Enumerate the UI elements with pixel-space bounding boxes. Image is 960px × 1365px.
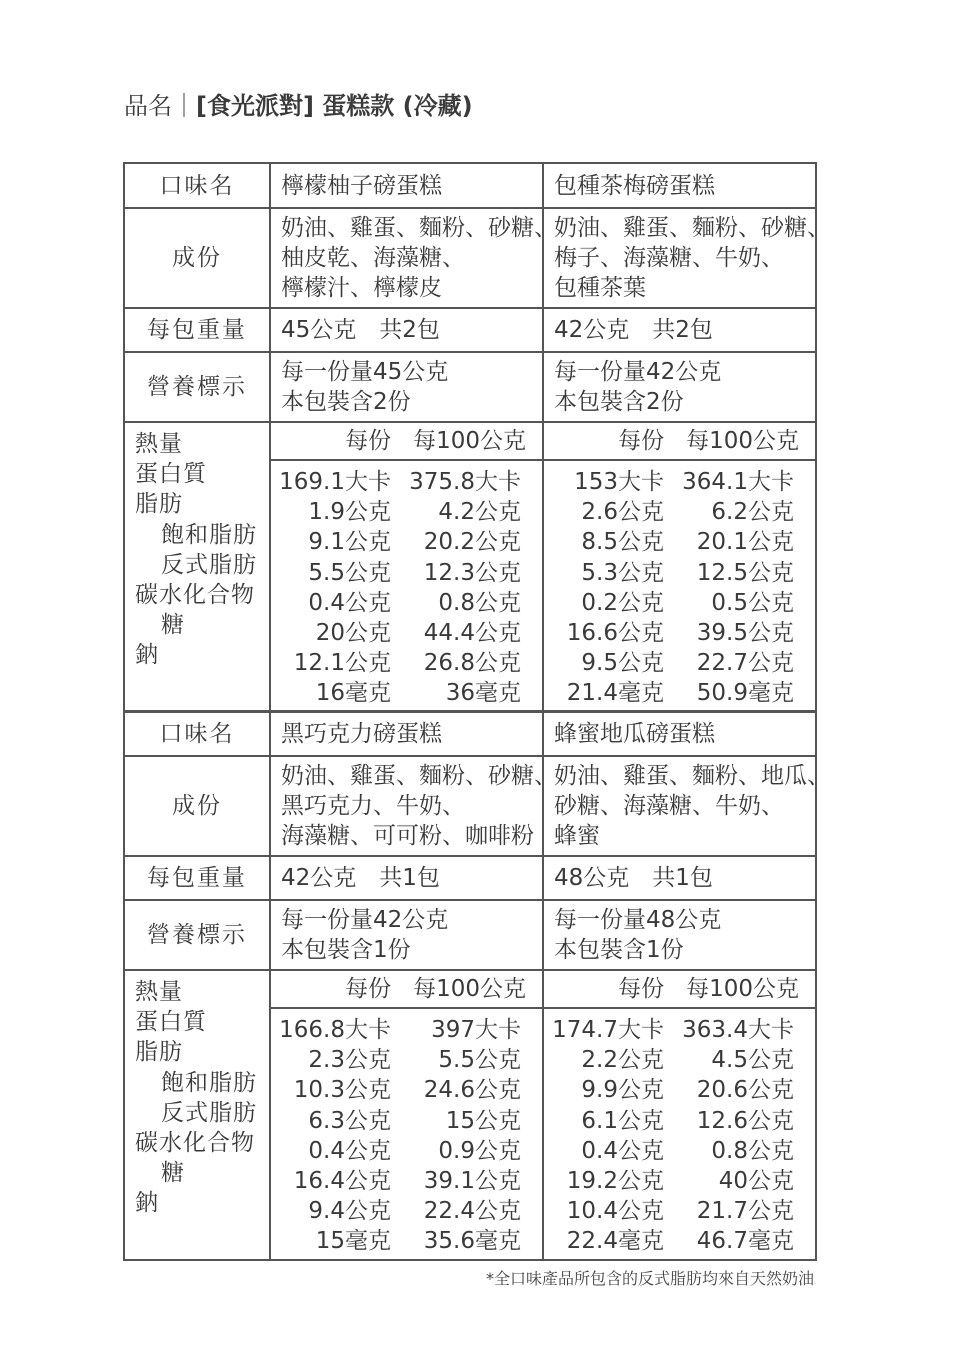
per-100g-value: 36毫克 bbox=[445, 680, 521, 707]
nutrient-row bbox=[544, 1136, 815, 1166]
per-100g-value: 22.4公克 bbox=[423, 1198, 521, 1225]
per-100g-value: 39.1公克 bbox=[423, 1168, 521, 1195]
nutrient-values bbox=[543, 460, 816, 712]
per-100g-value: 0.9公克 bbox=[438, 1137, 521, 1164]
per-100g-value: 0.8公克 bbox=[438, 589, 521, 616]
per-100g-value: 363.4大卡 bbox=[682, 1017, 794, 1043]
nutrient-row bbox=[544, 1075, 815, 1105]
per-serving-value: 2.2公克 bbox=[581, 1047, 664, 1074]
nutrient-row bbox=[544, 678, 815, 708]
per-100g-header: 每100公克 bbox=[413, 976, 526, 1002]
weight-label: 每包重量 bbox=[124, 856, 270, 900]
per-100g-value: 4.5公克 bbox=[711, 1047, 794, 1074]
ingredients-line: 梅子、海藻糖、牛奶、 bbox=[554, 245, 784, 271]
per-100g-header: 每100公克 bbox=[686, 428, 799, 454]
per-100g-value: 5.5公克 bbox=[438, 1047, 521, 1074]
ingredients-line: 奶油、雞蛋、麵粉、砂糖、 bbox=[281, 215, 557, 241]
flavor-name: 蜂蜜地瓜磅蛋糕 bbox=[543, 711, 816, 756]
serving-info bbox=[270, 900, 543, 970]
serving-info bbox=[270, 352, 543, 422]
per-serving-value: 21.4毫克 bbox=[566, 680, 664, 707]
nutrient-row bbox=[271, 1106, 542, 1136]
nutrient-labels bbox=[124, 422, 270, 712]
per-serving-value: 15毫克 bbox=[315, 1228, 391, 1255]
weight-value: 48公克 共1包 bbox=[543, 856, 816, 900]
nutrient-row bbox=[271, 1196, 542, 1226]
per-100g-value: 12.3公克 bbox=[423, 559, 521, 586]
per-serving-value: 8.5公克 bbox=[581, 529, 664, 556]
ingredients-line: 柚皮乾、海藻糖、 bbox=[281, 245, 465, 271]
per-100g-value: 397大卡 bbox=[431, 1017, 521, 1043]
nutrient-row bbox=[271, 558, 542, 588]
per-serving-value: 16.6公克 bbox=[566, 620, 664, 647]
nutrient-row bbox=[271, 1226, 542, 1256]
per-serving-value: 9.9公克 bbox=[581, 1077, 664, 1104]
per-serving-value: 2.6公克 bbox=[581, 499, 664, 526]
per-100g-value: 50.9毫克 bbox=[696, 680, 794, 707]
nutrient-row bbox=[544, 648, 815, 678]
per-serving-value: 169.1大卡 bbox=[279, 469, 391, 495]
per-100g-value: 0.8公克 bbox=[711, 1137, 794, 1164]
nutrient-row bbox=[271, 1045, 542, 1075]
per-serving-header: 每份 bbox=[345, 976, 392, 1002]
per-serving-value: 5.5公克 bbox=[308, 559, 391, 586]
per-100g-value: 26.8公克 bbox=[423, 650, 521, 677]
nutrient-labels bbox=[124, 970, 270, 1260]
per-serving-value: 0.2公克 bbox=[581, 589, 664, 616]
title-name: [食光派對] 蛋糕款 (冷藏) bbox=[196, 92, 473, 120]
per-100g-value: 20.1公克 bbox=[696, 529, 794, 556]
nutrition-table-1 bbox=[123, 162, 830, 713]
nutrient-row bbox=[544, 527, 815, 557]
per-100g-value: 20.2公克 bbox=[423, 529, 521, 556]
per-100g-value: 20.6公克 bbox=[696, 1077, 794, 1104]
per-100g-value: 21.7公克 bbox=[696, 1198, 794, 1225]
nutrient-name: 蛋白質 bbox=[135, 461, 207, 488]
column-headers bbox=[270, 422, 543, 460]
ingredients-line: 海藻糖、可可粉、咖啡粉 bbox=[281, 823, 534, 849]
per-serving-header: 每份 bbox=[618, 428, 665, 454]
per-serving-value: 16.4公克 bbox=[293, 1168, 391, 1195]
nutrient-name: 碳水化合物 bbox=[135, 582, 255, 609]
ingredients-line: 檸檬汁、檸檬皮 bbox=[281, 275, 442, 301]
ingredients-line: 黑巧克力、牛奶、 bbox=[281, 793, 465, 819]
ingredients-cell bbox=[270, 756, 557, 856]
per-100g-value: 4.2公克 bbox=[438, 499, 521, 526]
per-serving-value: 0.4公克 bbox=[308, 589, 391, 616]
serving-size: 每一份量45公克 bbox=[281, 359, 449, 385]
nutrient-name: 熱量 bbox=[135, 431, 183, 457]
ingredients-cell bbox=[270, 208, 557, 308]
nutrient-row bbox=[544, 1196, 815, 1226]
flavor-name: 檸檬柚子磅蛋糕 bbox=[270, 163, 543, 208]
per-100g-value: 6.2公克 bbox=[711, 499, 794, 526]
per-serving-value: 0.4公克 bbox=[581, 1137, 664, 1164]
nutrient-name: 熱量 bbox=[135, 979, 183, 1005]
nutrient-row bbox=[271, 588, 542, 618]
per-serving-value: 10.4公克 bbox=[566, 1198, 664, 1225]
nutrient-row bbox=[544, 1226, 815, 1256]
per-100g-value: 12.5公克 bbox=[696, 559, 794, 586]
per-serving-value: 9.5公克 bbox=[581, 650, 664, 677]
per-100g-value: 0.5公克 bbox=[711, 589, 794, 616]
nutrient-row bbox=[271, 618, 542, 648]
per-100g-value: 24.6公克 bbox=[423, 1077, 521, 1104]
ingredients-line: 奶油、雞蛋、麵粉、地瓜、 bbox=[554, 763, 830, 789]
ingredients-line: 蜂蜜 bbox=[554, 823, 600, 849]
nutrient-row bbox=[544, 1106, 815, 1136]
per-serving-value: 16毫克 bbox=[315, 680, 391, 707]
title-prefix: 品名｜ bbox=[124, 92, 196, 120]
servings-per-pack: 本包裝含2份 bbox=[554, 389, 684, 415]
weight-value: 45公克 共2包 bbox=[270, 308, 543, 352]
nutrient-row bbox=[271, 1015, 542, 1045]
per-serving-value: 166.8大卡 bbox=[279, 1017, 391, 1043]
nutrient-name: 蛋白質 bbox=[135, 1009, 207, 1036]
ingredients-line: 奶油、雞蛋、麵粉、砂糖、 bbox=[281, 763, 557, 789]
per-100g-value: 375.8大卡 bbox=[409, 469, 521, 495]
column-headers bbox=[543, 422, 816, 460]
serving-size: 每一份量48公克 bbox=[554, 907, 722, 933]
per-serving-value: 6.3公克 bbox=[308, 1107, 391, 1134]
per-serving-value: 19.2公克 bbox=[566, 1168, 664, 1195]
per-100g-value: 46.7毫克 bbox=[696, 1228, 794, 1255]
serving-size: 每一份量42公克 bbox=[554, 359, 722, 385]
nutrient-name: 糖 bbox=[161, 1160, 185, 1187]
ingredients-line: 包種茶葉 bbox=[554, 275, 646, 301]
per-serving-value: 12.1公克 bbox=[293, 650, 391, 677]
nutrient-row bbox=[544, 1045, 815, 1075]
weight-value: 42公克 共1包 bbox=[270, 856, 543, 900]
nutrition-label: 營養標示 bbox=[124, 352, 270, 422]
nutrient-row bbox=[544, 1166, 815, 1196]
nutrient-name: 鈉 bbox=[135, 642, 159, 669]
nutrient-row bbox=[544, 558, 815, 588]
per-100g-header: 每100公克 bbox=[686, 976, 799, 1002]
nutrition-table-2 bbox=[123, 710, 830, 1261]
per-serving-value: 2.3公克 bbox=[308, 1047, 391, 1074]
nutrient-name: 飽和脂肪 bbox=[161, 521, 257, 548]
per-serving-value: 174.7大卡 bbox=[552, 1017, 664, 1043]
nutrient-row bbox=[544, 497, 815, 527]
per-serving-value: 5.3公克 bbox=[581, 559, 664, 586]
nutrient-name: 鈉 bbox=[135, 1190, 159, 1217]
per-100g-value: 12.6公克 bbox=[696, 1107, 794, 1134]
servings-per-pack: 本包裝含2份 bbox=[281, 389, 411, 415]
ingredients-line: 奶油、雞蛋、麵粉、砂糖、 bbox=[554, 215, 830, 241]
per-100g-value: 22.7公克 bbox=[696, 650, 794, 677]
nutrient-row bbox=[271, 467, 542, 497]
ingredients-label: 成份 bbox=[124, 208, 270, 308]
nutrient-row bbox=[271, 497, 542, 527]
nutrient-name: 飽和脂肪 bbox=[161, 1069, 257, 1096]
per-serving-header: 每份 bbox=[345, 428, 392, 454]
serving-info bbox=[543, 352, 816, 422]
flavor-label: 口味名 bbox=[124, 711, 270, 756]
weight-value: 42公克 共2包 bbox=[543, 308, 816, 352]
per-100g-value: 44.4公克 bbox=[423, 620, 521, 647]
per-100g-value: 39.5公克 bbox=[696, 620, 794, 647]
per-serving-value: 9.1公克 bbox=[308, 529, 391, 556]
nutrient-row bbox=[271, 1075, 542, 1105]
nutrient-name: 脂肪 bbox=[135, 491, 183, 518]
product-title bbox=[124, 88, 473, 124]
nutrient-row bbox=[271, 527, 542, 557]
flavor-name: 黑巧克力磅蛋糕 bbox=[270, 711, 543, 756]
nutrient-values bbox=[270, 460, 543, 712]
per-serving-value: 20公克 bbox=[315, 620, 391, 647]
nutrient-row bbox=[544, 588, 815, 618]
nutrient-name: 反式脂肪 bbox=[161, 1099, 257, 1126]
per-serving-value: 10.3公克 bbox=[293, 1077, 391, 1104]
nutrient-row bbox=[544, 1015, 815, 1045]
per-serving-value: 0.4公克 bbox=[308, 1137, 391, 1164]
nutrient-row bbox=[271, 648, 542, 678]
flavor-name: 包種茶梅磅蛋糕 bbox=[543, 163, 816, 208]
servings-per-pack: 本包裝含1份 bbox=[281, 937, 411, 963]
per-100g-value: 364.1大卡 bbox=[682, 469, 794, 495]
ingredients-line: 砂糖、海藻糖、牛奶、 bbox=[554, 793, 784, 819]
per-serving-value: 153大卡 bbox=[574, 469, 664, 495]
per-serving-value: 9.4公克 bbox=[308, 1198, 391, 1225]
nutrient-row bbox=[544, 467, 815, 497]
nutrient-values bbox=[270, 1008, 543, 1260]
nutrient-name: 碳水化合物 bbox=[135, 1130, 255, 1157]
column-headers bbox=[270, 970, 543, 1008]
nutrient-name: 脂肪 bbox=[135, 1039, 183, 1066]
ingredients-cell bbox=[543, 756, 830, 856]
per-serving-value: 1.9公克 bbox=[308, 499, 391, 526]
flavor-label: 口味名 bbox=[124, 163, 270, 208]
nutrient-row bbox=[544, 618, 815, 648]
servings-per-pack: 本包裝含1份 bbox=[554, 937, 684, 963]
footnote: *全口味產品所包含的反式脂肪均來自天然奶油 bbox=[485, 1269, 814, 1288]
serving-size: 每一份量42公克 bbox=[281, 907, 449, 933]
weight-label: 每包重量 bbox=[124, 308, 270, 352]
ingredients-cell bbox=[543, 208, 830, 308]
nutrient-name: 糖 bbox=[161, 612, 185, 639]
per-serving-value: 22.4毫克 bbox=[566, 1228, 664, 1255]
nutrient-name: 反式脂肪 bbox=[161, 551, 257, 578]
per-100g-value: 15公克 bbox=[445, 1107, 521, 1134]
nutrient-row bbox=[271, 1136, 542, 1166]
nutrient-values bbox=[543, 1008, 816, 1260]
per-serving-value: 6.1公克 bbox=[581, 1107, 664, 1134]
nutrient-row bbox=[271, 1166, 542, 1196]
serving-info bbox=[543, 900, 816, 970]
per-100g-value: 40公克 bbox=[718, 1168, 794, 1195]
per-100g-header: 每100公克 bbox=[413, 428, 526, 454]
per-100g-value: 35.6毫克 bbox=[423, 1228, 521, 1255]
per-serving-header: 每份 bbox=[618, 976, 665, 1002]
column-headers bbox=[543, 970, 816, 1008]
nutrition-label: 營養標示 bbox=[124, 900, 270, 970]
ingredients-label: 成份 bbox=[124, 756, 270, 856]
nutrient-row bbox=[271, 678, 542, 708]
